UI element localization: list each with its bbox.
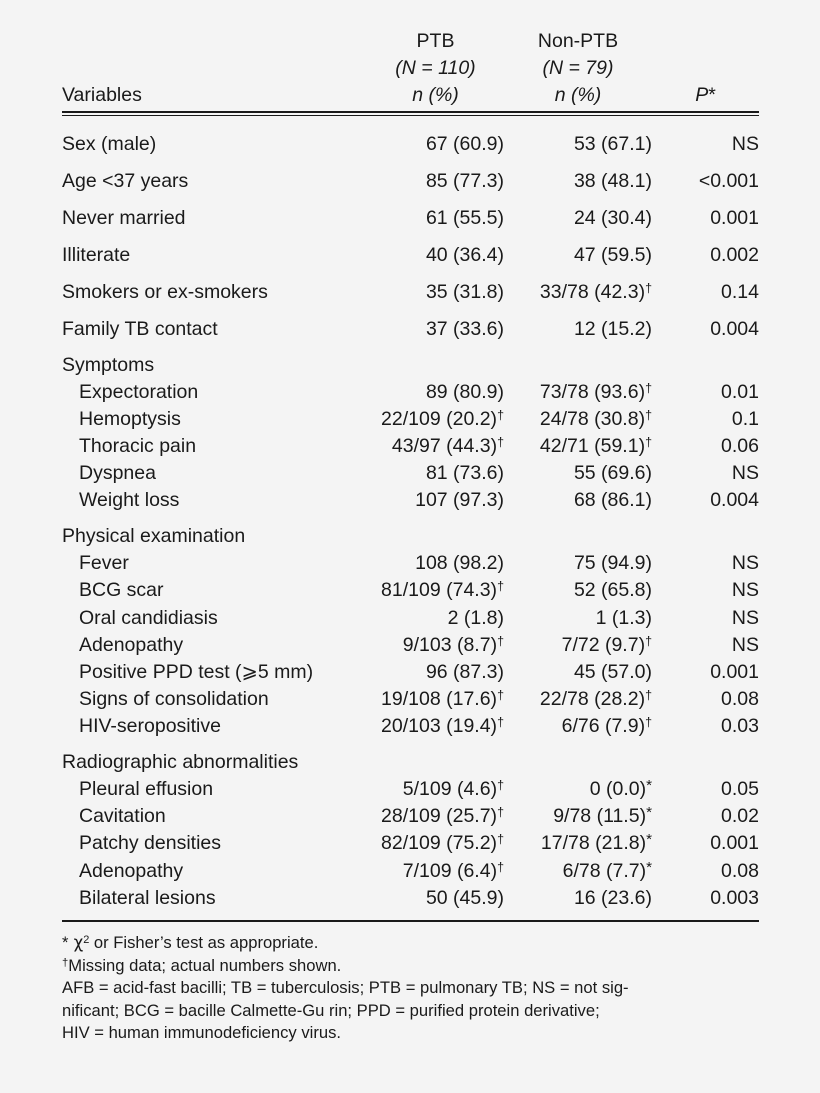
header-variables-label: Variables — [62, 84, 142, 106]
table-row — [62, 304, 759, 341]
header-nonptb-n: (N = 79) — [542, 57, 614, 79]
cell-pvalue: 0.08 — [721, 859, 759, 882]
row-label-text: Smokers or ex-smokers — [62, 281, 268, 303]
cell-ptb: 96 (87.3) — [425, 660, 504, 683]
row-label — [62, 193, 367, 230]
row-label-text: BCG scar — [79, 579, 164, 602]
dagger-marker: † — [497, 435, 504, 450]
row-label — [62, 230, 367, 267]
cell-ptb — [367, 738, 504, 774]
table-row — [62, 602, 759, 629]
cell-ptb: 43/97 (44.3)† — [391, 435, 504, 458]
row-label-text: Bilateral lesions — [79, 886, 216, 909]
cell-ptb: 61 (55.5) — [425, 207, 504, 229]
dagger-marker: † — [497, 633, 504, 648]
header-rule — [62, 111, 759, 116]
cell-nonptb: 24/78 (30.8)† — [539, 407, 652, 430]
cell-ptb: 37 (33.6) — [425, 318, 504, 340]
cell-pvalue: 0.001 — [710, 207, 759, 229]
row-label — [62, 458, 367, 485]
header-ptb-n: (N = 110) — [395, 57, 476, 79]
cell-pvalue — [652, 341, 759, 377]
dagger-marker: † — [645, 715, 652, 730]
dagger-marker: † — [497, 715, 504, 730]
footnotes — [62, 932, 767, 1045]
cell-nonptb: 16 (23.6) — [573, 886, 652, 909]
row-label-text: Symptoms — [62, 353, 155, 376]
row-label-text: Dyspnea — [79, 462, 156, 485]
row-label-text: Physical examination — [62, 524, 246, 547]
row-label — [62, 548, 367, 575]
cell-nonptb — [504, 341, 652, 377]
asterisk-marker: * — [646, 831, 652, 849]
header-pvalue — [652, 28, 759, 109]
table-row — [62, 855, 759, 882]
dagger-marker: † — [497, 408, 504, 423]
cell-ptb: 67 (60.9) — [425, 133, 504, 155]
cell-nonptb: 17/78 (21.8)* — [540, 831, 652, 855]
table-row — [62, 801, 759, 828]
cell-nonptb: 1 (1.3) — [595, 606, 652, 629]
header-ptb-title: PTB — [416, 30, 455, 52]
cell-ptb: 5/109 (4.6)† — [402, 777, 504, 800]
row-label — [62, 512, 367, 548]
header-ptb-unit: n (%) — [412, 84, 459, 106]
header-variables — [62, 28, 367, 109]
footnote-asterisk-marker: * — [62, 933, 69, 952]
table-group-row — [62, 738, 759, 774]
cell-pvalue: <0.001 — [698, 170, 759, 192]
table-row — [62, 377, 759, 404]
row-label-text: Hemoptysis — [79, 407, 181, 430]
row-label-text: Signs of consolidation — [79, 688, 269, 711]
cell-nonptb: 9/78 (11.5)* — [553, 803, 652, 828]
dagger-marker: † — [497, 859, 504, 874]
cell-nonptb: 73/78 (93.6)† — [539, 380, 652, 403]
table-row — [62, 485, 759, 512]
table-row — [62, 630, 759, 657]
cell-nonptb: 55 (69.6) — [573, 462, 652, 485]
cell-ptb: 108 (98.2) — [415, 552, 504, 575]
row-label — [62, 657, 367, 684]
table-row — [62, 684, 759, 711]
dagger-marker: † — [497, 688, 504, 703]
header-ptb — [367, 28, 504, 109]
header-pvalue-mark: * — [708, 84, 716, 106]
cell-nonptb: 52 (65.8) — [573, 579, 652, 602]
cell-ptb — [367, 512, 504, 548]
cell-pvalue: 0.06 — [721, 435, 759, 458]
footnote-missing-data-text: Missing data; actual numbers shown. — [68, 955, 342, 975]
cell-ptb: 50 (45.9) — [425, 886, 504, 909]
cell-pvalue: 0.02 — [721, 805, 759, 828]
cell-ptb: 81/109 (74.3)† — [381, 579, 504, 602]
row-label — [62, 738, 367, 774]
row-label — [62, 431, 367, 458]
cell-ptb: 107 (97.3) — [415, 489, 504, 512]
cell-pvalue: 0.003 — [710, 886, 759, 909]
asterisk-marker: * — [646, 776, 652, 794]
cell-ptb: 22/109 (20.2)† — [381, 407, 504, 430]
cell-pvalue: 0.14 — [721, 281, 759, 303]
cell-nonptb — [504, 738, 652, 774]
table-row — [62, 193, 759, 230]
cell-pvalue: NS — [731, 133, 759, 155]
dagger-marker: † — [497, 832, 504, 847]
dagger-marker: † — [645, 633, 652, 648]
footnote-dagger-marker: † — [62, 956, 69, 969]
cell-nonptb: 6/78 (7.7)* — [562, 858, 652, 882]
characteristics-table — [62, 28, 759, 910]
cell-ptb: 19/108 (17.6)† — [381, 688, 504, 711]
row-label-text: HIV-seropositive — [79, 715, 221, 738]
row-label — [62, 684, 367, 711]
footnote-abbreviations-line1: AFB = acid-fast bacilli; TB = tuberculosis; PTB = pulmonary TB; NS = not sig- — [62, 978, 629, 998]
table-row — [62, 883, 759, 910]
cell-pvalue: 0.08 — [721, 688, 759, 711]
cell-nonptb: 6/76 (7.9)† — [561, 715, 652, 738]
row-label — [62, 883, 367, 910]
row-label-text: Patchy densities — [79, 832, 221, 855]
row-label-text: Weight loss — [79, 489, 180, 512]
cell-pvalue: NS — [731, 633, 759, 656]
cell-nonptb: 75 (94.9) — [573, 552, 652, 575]
cell-ptb: 35 (31.8) — [425, 281, 504, 303]
cell-ptb: 28/109 (25.7)† — [381, 805, 504, 828]
cell-pvalue: NS — [731, 579, 759, 602]
cell-pvalue: 0.004 — [710, 489, 759, 512]
cell-ptb: 20/103 (19.4)† — [381, 715, 504, 738]
cell-nonptb: 33/78 (42.3)† — [539, 281, 652, 303]
row-label — [62, 855, 367, 882]
row-label-text: Family TB contact — [62, 318, 218, 340]
row-label — [62, 341, 367, 377]
cell-pvalue — [652, 512, 759, 548]
asterisk-marker: * — [646, 803, 652, 821]
cell-nonptb: 24 (30.4) — [573, 207, 652, 229]
row-label-text: Sex (male) — [62, 133, 157, 155]
row-label — [62, 377, 367, 404]
cell-nonptb: 47 (59.5) — [573, 244, 652, 266]
row-label — [62, 828, 367, 855]
dagger-marker: † — [497, 579, 504, 594]
table-row — [62, 657, 759, 684]
chi-symbol: χ — [73, 933, 84, 952]
cell-pvalue: 0.01 — [721, 380, 759, 403]
row-label — [62, 801, 367, 828]
row-label-text: Pleural effusion — [79, 777, 214, 800]
cell-ptb — [367, 341, 504, 377]
table-body — [62, 109, 759, 910]
cell-pvalue: 0.002 — [710, 244, 759, 266]
cell-nonptb: 53 (67.1) — [573, 133, 652, 155]
dagger-marker: † — [645, 435, 652, 450]
row-label — [62, 304, 367, 341]
row-label-text: Cavitation — [79, 805, 166, 828]
table-row — [62, 156, 759, 193]
cell-pvalue: 0.004 — [710, 318, 759, 340]
cell-nonptb: 7/72 (9.7)† — [561, 633, 652, 656]
row-label — [62, 575, 367, 602]
footnote-missing-data — [62, 955, 767, 978]
row-label — [62, 630, 367, 657]
cell-nonptb: 45 (57.0) — [573, 660, 652, 683]
cell-pvalue: 0.001 — [710, 660, 759, 683]
table-row — [62, 404, 759, 431]
row-label-text: Radiographic abnormalities — [62, 750, 299, 773]
cell-ptb: 9/103 (8.7)† — [402, 633, 504, 656]
row-label-text: Thoracic pain — [79, 435, 197, 458]
table-row — [62, 548, 759, 575]
asterisk-marker: * — [646, 858, 652, 876]
table-group-row — [62, 341, 759, 377]
dagger-marker: † — [645, 688, 652, 703]
row-label — [62, 156, 367, 193]
row-label-text: Oral candidiasis — [79, 606, 218, 629]
row-label — [62, 485, 367, 512]
footnote-abbreviations-line3: HIV = human immunodeficiency virus. — [62, 1023, 341, 1043]
cell-pvalue: 0.03 — [721, 715, 759, 738]
cell-ptb: 85 (77.3) — [425, 170, 504, 192]
dagger-marker: † — [497, 805, 504, 820]
header-pvalue-label: P — [695, 84, 709, 106]
cell-nonptb: 22/78 (28.2)† — [539, 688, 652, 711]
cell-pvalue: NS — [731, 552, 759, 575]
dagger-marker: † — [645, 380, 652, 395]
chi-exponent: 2 — [83, 934, 90, 947]
header-nonptb-unit: n (%) — [554, 84, 602, 106]
row-label — [62, 774, 367, 801]
header-row — [62, 28, 759, 109]
table-row — [62, 828, 759, 855]
row-label — [62, 267, 367, 304]
row-label-text: Adenopathy — [79, 633, 184, 656]
table-row — [62, 230, 759, 267]
row-label-text: Never married — [62, 207, 186, 229]
dagger-marker: † — [497, 778, 504, 793]
table-header — [62, 28, 759, 109]
row-label-text: Fever — [79, 552, 129, 575]
cell-nonptb: 38 (48.1) — [573, 170, 652, 192]
cell-pvalue: NS — [731, 462, 759, 485]
table-bottom-rule — [62, 920, 759, 922]
table-row — [62, 774, 759, 801]
cell-ptb: 2 (1.8) — [447, 606, 504, 629]
cell-ptb: 7/109 (6.4)† — [402, 859, 504, 882]
cell-nonptb: 0 (0.0)* — [589, 776, 652, 800]
row-label-text: Illiterate — [62, 244, 131, 266]
dagger-marker: † — [645, 281, 652, 296]
cell-ptb: 40 (36.4) — [425, 244, 504, 266]
cell-pvalue: 0.05 — [721, 777, 759, 800]
header-nonptb-title: Non-PTB — [537, 30, 619, 52]
cell-ptb: 89 (80.9) — [425, 380, 504, 403]
table-row — [62, 711, 759, 738]
cell-pvalue: 0.1 — [731, 407, 759, 430]
cell-ptb: 81 (73.6) — [425, 462, 504, 485]
table-row — [62, 575, 759, 602]
cell-nonptb: 42/71 (59.1)† — [539, 435, 652, 458]
row-label-text: Expectoration — [79, 380, 199, 403]
table-row — [62, 267, 759, 304]
cell-ptb: 82/109 (75.2)† — [381, 832, 504, 855]
table-row — [62, 431, 759, 458]
table-row — [62, 458, 759, 485]
row-label — [62, 602, 367, 629]
footnote-abbreviations-line2: nificant; BCG = bacille Calmette-Gu rin; PPD = purified protein derivative; — [62, 1000, 600, 1020]
row-label — [62, 109, 367, 156]
header-nonptb — [504, 28, 652, 109]
table-row — [62, 109, 759, 156]
row-label-text: Age <37 years — [62, 170, 189, 192]
cell-nonptb: 12 (15.2) — [573, 318, 652, 340]
row-label-text: Adenopathy — [79, 859, 184, 882]
row-label — [62, 711, 367, 738]
footnote-pvalue-method — [62, 932, 767, 955]
cell-pvalue: 0.001 — [710, 832, 759, 855]
row-label — [62, 404, 367, 431]
dagger-marker: † — [645, 408, 652, 423]
cell-pvalue: NS — [731, 606, 759, 629]
cell-nonptb: 68 (86.1) — [573, 489, 652, 512]
footnote-pvalue-text: or Fisher’s test as appropriate. — [89, 933, 319, 952]
cell-pvalue — [652, 738, 759, 774]
table-group-row — [62, 512, 759, 548]
row-label-text: Positive PPD test (⩾5 mm) — [79, 660, 314, 683]
cell-nonptb — [504, 512, 652, 548]
